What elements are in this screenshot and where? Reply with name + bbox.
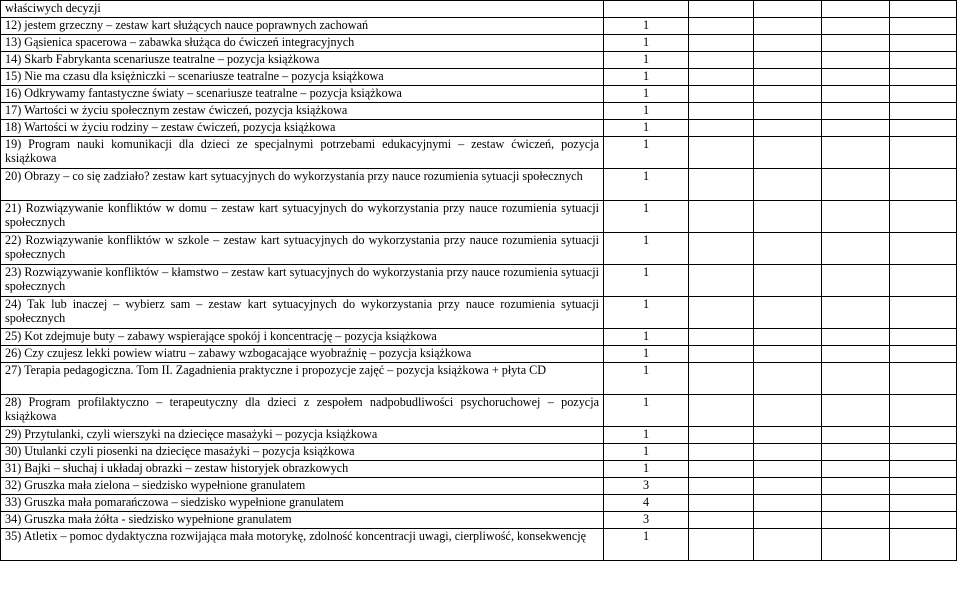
empty-cell <box>689 120 754 137</box>
item-quantity: 4 <box>604 495 689 512</box>
item-quantity: 1 <box>604 201 689 233</box>
empty-cell <box>754 329 822 346</box>
empty-cell <box>689 478 754 495</box>
empty-cell <box>890 297 957 329</box>
item-description: 26) Czy czujesz lekki powiew wiatru – zabawy wzbogacające wyobraźnię – pozycja książkowa <box>1 346 604 363</box>
item-description: 27) Terapia pedagogiczna. Tom II. Zagadnienia praktyczne i propozycje zajęć – pozycja książkowa + płyta CD <box>1 363 604 395</box>
table-row <box>1 137 957 169</box>
empty-cell <box>754 120 822 137</box>
empty-cell <box>689 169 754 201</box>
empty-cell <box>890 529 957 561</box>
table-row <box>1 86 957 103</box>
empty-cell <box>689 529 754 561</box>
table-row <box>1 461 957 478</box>
empty-cell <box>890 265 957 297</box>
item-quantity: 1 <box>604 461 689 478</box>
empty-cell <box>754 461 822 478</box>
table-row <box>1 395 957 427</box>
table-row <box>1 478 957 495</box>
empty-cell <box>689 495 754 512</box>
empty-cell <box>754 103 822 120</box>
empty-cell <box>689 329 754 346</box>
item-quantity: 1 <box>604 120 689 137</box>
empty-cell <box>689 346 754 363</box>
empty-cell <box>754 444 822 461</box>
empty-cell <box>689 35 754 52</box>
empty-cell <box>822 512 890 529</box>
empty-cell <box>890 346 957 363</box>
table-row <box>1 52 957 69</box>
item-description: 28) Program profilaktyczno – terapeutyczny dla dzieci z zespołem nadpobudliwości psychoruchowej – pozycja książkowa <box>1 395 604 427</box>
empty-cell <box>822 461 890 478</box>
empty-cell <box>890 395 957 427</box>
item-quantity: 1 <box>604 86 689 103</box>
item-description: 22) Rozwiązywanie konfliktów w szkole – zestaw kart sytuacyjnych do wykorzystania przy nauce rozumienia sytuacji społecznych <box>1 233 604 265</box>
item-description: 35) Atletix – pomoc dydaktyczna rozwijająca mała motorykę, zdolność koncentracji uwagi, cierpliwość, konsekwencję <box>1 529 604 561</box>
item-description: 20) Obrazy – co się zadziało? zestaw kart sytuacyjnych do wykorzystania przy nauce rozumienia sytuacji społecznych <box>1 169 604 201</box>
empty-cell <box>689 395 754 427</box>
empty-cell <box>689 86 754 103</box>
item-description: 15) Nie ma czasu dla księżniczki – scenariusze teatralne – pozycja książkowa <box>1 69 604 86</box>
empty-cell <box>822 201 890 233</box>
item-description: 19) Program nauki komunikacji dla dzieci ze specjalnymi potrzebami edukacyjnymi – zestaw ćwiczeń, pozycja książkowa <box>1 137 604 169</box>
table-row <box>1 169 957 201</box>
empty-cell <box>689 103 754 120</box>
empty-cell <box>822 86 890 103</box>
table-row <box>1 346 957 363</box>
empty-cell <box>822 478 890 495</box>
item-quantity: 1 <box>604 69 689 86</box>
item-quantity: 1 <box>604 395 689 427</box>
item-description: właściwych decyzji <box>1 1 604 18</box>
table-row <box>1 512 957 529</box>
empty-cell <box>822 52 890 69</box>
empty-cell <box>689 297 754 329</box>
empty-cell <box>890 1 957 18</box>
empty-cell <box>890 52 957 69</box>
empty-cell <box>754 18 822 35</box>
item-quantity: 3 <box>604 512 689 529</box>
empty-cell <box>822 329 890 346</box>
item-description: 18) Wartości w życiu rodziny – zestaw ćwiczeń, pozycja książkowa <box>1 120 604 137</box>
empty-cell <box>890 233 957 265</box>
empty-cell <box>822 495 890 512</box>
empty-cell <box>689 444 754 461</box>
empty-cell <box>689 1 754 18</box>
table-row <box>1 35 957 52</box>
item-description: 13) Gąsienica spacerowa – zabawka służąca do ćwiczeń integracyjnych <box>1 35 604 52</box>
empty-cell <box>822 346 890 363</box>
item-quantity: 1 <box>604 137 689 169</box>
empty-cell <box>822 137 890 169</box>
empty-cell <box>822 444 890 461</box>
item-description: 16) Odkrywamy fantastyczne światy – scenariusze teatralne – pozycja książkowa <box>1 86 604 103</box>
empty-cell <box>890 201 957 233</box>
empty-cell <box>754 137 822 169</box>
item-description: 31) Bajki – słuchaj i układaj obrazki – zestaw historyjek obrazkowych <box>1 461 604 478</box>
empty-cell <box>754 495 822 512</box>
item-quantity: 1 <box>604 233 689 265</box>
empty-cell <box>890 512 957 529</box>
table-row <box>1 529 957 561</box>
empty-cell <box>689 201 754 233</box>
empty-cell <box>822 529 890 561</box>
item-description: 32) Gruszka mała zielona – siedzisko wypełnione granulatem <box>1 478 604 495</box>
empty-cell <box>822 120 890 137</box>
empty-cell <box>890 69 957 86</box>
table-row <box>1 427 957 444</box>
empty-cell <box>890 329 957 346</box>
item-quantity: 1 <box>604 169 689 201</box>
empty-cell <box>890 86 957 103</box>
item-description: 24) Tak lub inaczej – wybierz sam – zestaw kart sytuacyjnych do wykorzystania przy nauce rozumienia sytuacji społecznych <box>1 297 604 329</box>
equipment-table-body <box>1 1 957 561</box>
item-description: 23) Rozwiązywanie konfliktów – kłamstwo – zestaw kart sytuacyjnych do wykorzystania przy nauce rozumienia sytuacji społecznych <box>1 265 604 297</box>
table-row <box>1 233 957 265</box>
item-description: 21) Rozwiązywanie konfliktów w domu – zestaw kart sytuacyjnych do wykorzystania przy nauce rozumienia sytuacji społecznych <box>1 201 604 233</box>
table-row <box>1 265 957 297</box>
empty-cell <box>890 103 957 120</box>
item-description: 34) Gruszka mała żółta - siedzisko wypełnione granulatem <box>1 512 604 529</box>
item-description: 25) Kot zdejmuje buty – zabawy wspierające spokój i koncentrację – pozycja książkowa <box>1 329 604 346</box>
item-quantity: 1 <box>604 297 689 329</box>
empty-cell <box>890 18 957 35</box>
empty-cell <box>822 233 890 265</box>
empty-cell <box>689 137 754 169</box>
empty-cell <box>689 18 754 35</box>
empty-cell <box>890 363 957 395</box>
item-quantity: 1 <box>604 346 689 363</box>
item-quantity: 1 <box>604 363 689 395</box>
empty-cell <box>822 35 890 52</box>
empty-cell <box>689 233 754 265</box>
empty-cell <box>689 265 754 297</box>
empty-cell <box>890 35 957 52</box>
empty-cell <box>822 297 890 329</box>
empty-cell <box>754 169 822 201</box>
empty-cell <box>754 1 822 18</box>
empty-cell <box>822 69 890 86</box>
item-description: 17) Wartości w życiu społecznym zestaw ćwiczeń, pozycja książkowa <box>1 103 604 120</box>
item-quantity: 1 <box>604 329 689 346</box>
empty-cell <box>754 529 822 561</box>
table-row <box>1 329 957 346</box>
empty-cell <box>754 86 822 103</box>
empty-cell <box>689 461 754 478</box>
table-row <box>1 495 957 512</box>
table-row <box>1 18 957 35</box>
empty-cell <box>822 363 890 395</box>
empty-cell <box>754 69 822 86</box>
table-row <box>1 363 957 395</box>
empty-cell <box>754 297 822 329</box>
item-quantity: 3 <box>604 478 689 495</box>
table-row <box>1 103 957 120</box>
table-row <box>1 69 957 86</box>
empty-cell <box>890 478 957 495</box>
empty-cell <box>890 169 957 201</box>
item-quantity: 1 <box>604 427 689 444</box>
empty-cell <box>689 427 754 444</box>
empty-cell <box>754 427 822 444</box>
empty-cell <box>754 346 822 363</box>
empty-cell <box>754 478 822 495</box>
empty-cell <box>689 363 754 395</box>
item-quantity: 1 <box>604 35 689 52</box>
item-description: 12) jestem grzeczny – zestaw kart służących nauce poprawnych zachowań <box>1 18 604 35</box>
table-row <box>1 1 957 18</box>
item-description: 14) Skarb Fabrykanta scenariusze teatralne – pozycja książkowa <box>1 52 604 69</box>
table-row <box>1 444 957 461</box>
empty-cell <box>754 35 822 52</box>
item-quantity: 1 <box>604 529 689 561</box>
empty-cell <box>822 427 890 444</box>
empty-cell <box>890 461 957 478</box>
empty-cell <box>754 363 822 395</box>
empty-cell <box>890 444 957 461</box>
item-quantity: 1 <box>604 103 689 120</box>
empty-cell <box>754 395 822 427</box>
empty-cell <box>689 52 754 69</box>
empty-cell <box>754 233 822 265</box>
empty-cell <box>890 137 957 169</box>
empty-cell <box>754 265 822 297</box>
empty-cell <box>822 18 890 35</box>
empty-cell <box>754 52 822 69</box>
item-description: 33) Gruszka mała pomarańczowa – siedzisko wypełnione granulatem <box>1 495 604 512</box>
item-description: 29) Przytulanki, czyli wierszyki na dziecięce masażyki – pozycja książkowa <box>1 427 604 444</box>
table-row <box>1 201 957 233</box>
item-quantity: 1 <box>604 265 689 297</box>
empty-cell <box>822 395 890 427</box>
empty-cell <box>689 512 754 529</box>
item-description: 30) Utulanki czyli piosenki na dziecięce masażyki – pozycja książkowa <box>1 444 604 461</box>
empty-cell <box>822 103 890 120</box>
empty-cell <box>890 427 957 444</box>
table-row <box>1 120 957 137</box>
item-quantity <box>604 1 689 18</box>
empty-cell <box>822 1 890 18</box>
item-quantity: 1 <box>604 18 689 35</box>
item-quantity: 1 <box>604 52 689 69</box>
empty-cell <box>890 120 957 137</box>
table-row <box>1 297 957 329</box>
empty-cell <box>822 169 890 201</box>
empty-cell <box>754 512 822 529</box>
item-quantity: 1 <box>604 444 689 461</box>
empty-cell <box>822 265 890 297</box>
empty-cell <box>890 495 957 512</box>
empty-cell <box>754 201 822 233</box>
empty-cell <box>689 69 754 86</box>
